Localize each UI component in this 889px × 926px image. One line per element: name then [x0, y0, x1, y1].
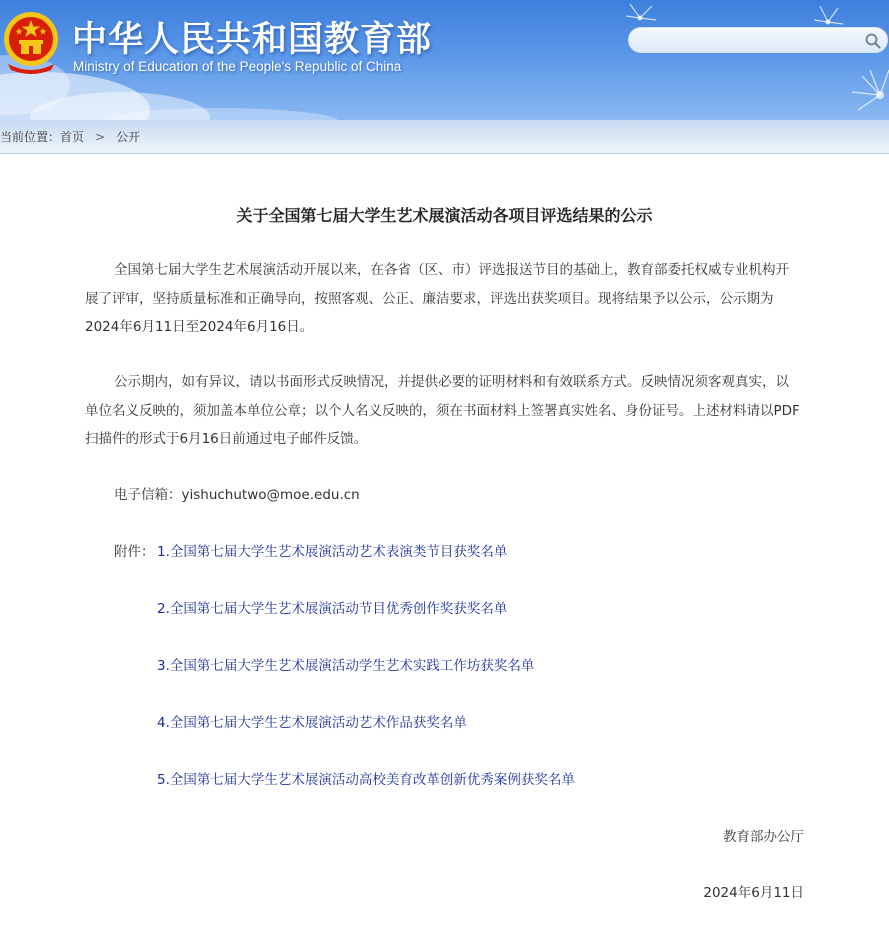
breadcrumb-public-link[interactable]: 公开	[116, 130, 141, 144]
email-address: yishuchutwo@moe.edu.cn	[181, 487, 360, 503]
attachment-link-4[interactable]: 4.全国第七届大学生艺术展演活动艺术作品获奖名单	[157, 715, 467, 731]
attachment-link-3[interactable]: 3.全国第七届大学生艺术展演活动学生艺术实践工作坊获奖名单	[157, 658, 535, 674]
paragraph-text: 全国第七届大学生艺术展演活动开展以来，在各省（区、市）评选报送节目的基础上，教育部委托权威专业机构开展了评审，坚持质量标准和正确导向，按照客观、公正、廉洁要求，评选出获奖项目。现将结果予以公示，公示期为2024年6月11日至2024年6月16日。	[85, 262, 789, 335]
publish-date: 2024年6月11日	[703, 885, 804, 901]
attachments-label: 附件：	[114, 544, 155, 560]
site-title: 中华人民共和国教育部	[72, 19, 433, 60]
breadcrumb-home-link[interactable]: 首页	[60, 130, 85, 144]
attachment-link-1[interactable]: 1.全国第七届大学生艺术展演活动艺术表演类节目获奖名单	[157, 544, 508, 560]
breadcrumb-separator: >	[95, 130, 106, 144]
paragraph-text: 公示期内，如有异议，请以书面形式反映情况，并提供必要的证明材料和有效联系方式。反映情况须客观真实，以单位名义反映的，须加盖本单位公章；以个人名义反映的，须在书面材料上签署真实姓名、身份证号。上述材料请以PDF扫描件的形式于6月16日前通过电子邮件反馈。	[85, 374, 800, 447]
attachment-link-5[interactable]: 5.全国第七届大学生艺术展演活动高校美育改革创新优秀案例获奖名单	[157, 772, 575, 788]
breadcrumb	[0, 120, 889, 154]
breadcrumb-label: 当前位置：	[0, 130, 61, 144]
email-label: 电子信箱：	[114, 487, 182, 503]
email-line	[114, 485, 360, 505]
signature: 教育部办公厅	[723, 829, 804, 845]
site-subtitle: Ministry of Education of the People's Republic of China	[73, 59, 402, 74]
search-box	[628, 27, 888, 53]
article-paragraph-2	[85, 368, 800, 454]
national-emblem-icon	[2, 10, 60, 74]
site-header	[0, 0, 889, 120]
search-input[interactable]	[639, 31, 863, 51]
article-paragraph-1	[85, 256, 800, 342]
search-icon[interactable]	[863, 31, 883, 51]
attachment-link-2[interactable]: 2.全国第七届大学生艺术展演活动节目优秀创作奖获奖名单	[157, 601, 508, 617]
article-title: 关于全国第七届大学生艺术展演活动各项目评选结果的公示	[236, 206, 653, 225]
